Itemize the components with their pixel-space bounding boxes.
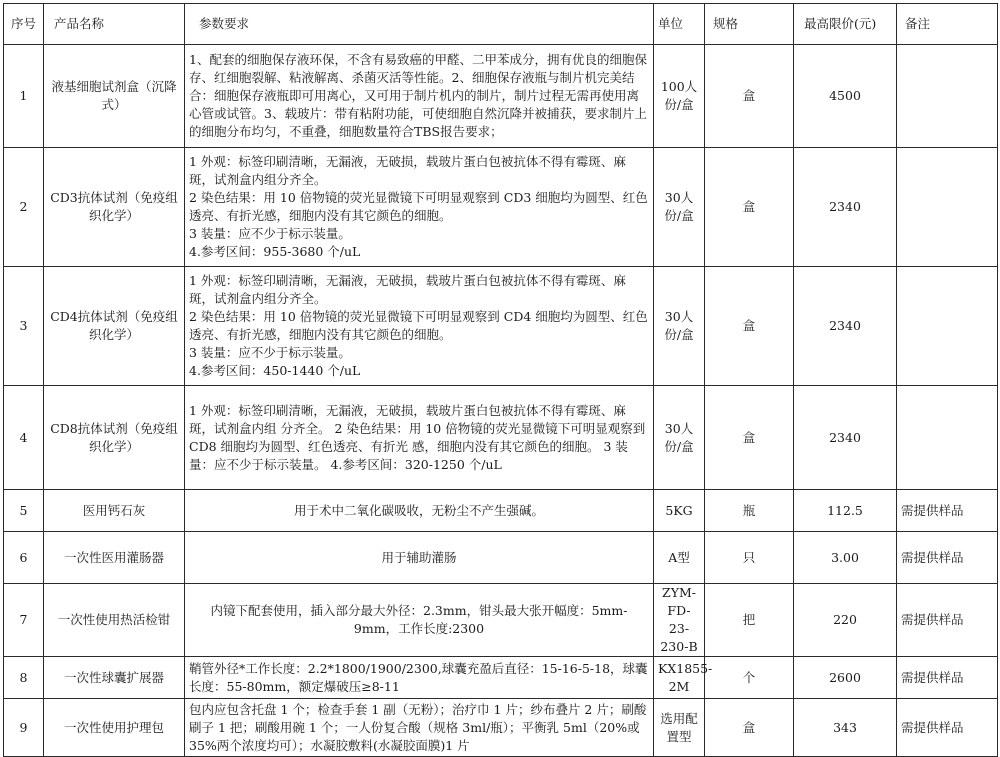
row-note: [897, 386, 998, 490]
row-spec: 盒: [705, 267, 794, 386]
row-price: 112.5: [794, 490, 897, 532]
param-line: 用于辅助灌肠: [381, 549, 457, 565]
row-spec: 个: [705, 657, 794, 699]
row-spec: 只: [705, 532, 794, 584]
header-name: 产品名称: [44, 4, 185, 45]
row-product-name: CD8抗体试剂（免疫组织化学）: [44, 386, 185, 490]
row-note: 需提供样品: [897, 699, 998, 757]
row-unit: 选用配置型: [654, 699, 705, 757]
row-params: [185, 45, 654, 148]
row-product-name: 一次性球囊扩展器: [44, 657, 185, 699]
row-price: 3.00: [794, 532, 897, 584]
header-row: [4, 4, 998, 45]
row-spec: 盒: [705, 45, 794, 148]
table-row: [4, 267, 998, 386]
row-unit: KX1855-2M: [654, 657, 705, 699]
header-spec: 规格: [705, 4, 794, 45]
row-seq: 4: [4, 386, 44, 490]
param-line: 4.参考区间：450-1440 个/uL: [189, 363, 361, 378]
row-params: [185, 267, 654, 386]
row-price: 220: [794, 584, 897, 657]
param-line: 3 装量：应不少于标示装量。: [189, 226, 351, 241]
product-table: [3, 3, 998, 757]
row-product-name: CD4抗体试剂（免疫组织化学）: [44, 267, 185, 386]
row-seq: 3: [4, 267, 44, 386]
row-seq: 9: [4, 699, 44, 757]
param-line: 用于术中二氧化碳吸收，无粉尘不产生强碱。: [293, 502, 544, 518]
row-price: 2600: [794, 657, 897, 699]
row-unit: 5KG: [654, 490, 705, 532]
table-row: [4, 657, 998, 699]
row-params: [185, 148, 654, 267]
row-unit: 30人份/盒: [654, 148, 705, 267]
param-line: 4.参考区间：955-3680 个/uL: [189, 244, 361, 259]
param-line: 1 外观：标签印刷清晰，无漏液，无破损，载玻片蛋白包被抗体不得有霉斑、麻斑，试剂盒内组 分齐全。 2 染色结果：用 10 倍物镜的荧光显微镜下可明显观察到 CD8 细胞均为圆型、红色透亮、有折光 感，细胞内没有其它颜色的细胞。 3 装量：应不少于标示装量。 4.参考区间：320-1250 个/uL: [189, 402, 646, 472]
param-line: 1 外观：标签印刷清晰，无漏液，无破损，载玻片蛋白包被抗体不得有霉斑、麻斑，试剂盒内组分齐全。: [189, 154, 626, 187]
row-note: [897, 267, 998, 386]
row-product-name: 一次性使用热活检钳: [44, 584, 185, 657]
header-params: 参数要求: [185, 4, 654, 45]
param-line: 包内应包含托盘 1 个；检查手套 1 副（无粉）；治疗巾 1 片；纱布叠片 2 片；刷酸刷子 1 把；刷酸用碗 1 个；一人份复合酸（规格 3ml/瓶）；平衡乳 5ml（20%或 35%两个浓度均可）；水凝胶敷料(水凝胶面膜)1 片: [189, 701, 647, 753]
row-params: [185, 532, 654, 584]
table-row: [4, 490, 998, 532]
table-row: [4, 386, 998, 490]
param-line: 内镜下配套使用，插入部分最大外径：2.3mm，钳头最大张开幅度：5mm-9mm，工作长度:2300: [210, 603, 628, 636]
row-price: 2340: [794, 386, 897, 490]
row-unit: 100人份/盒: [654, 45, 705, 148]
row-note: [897, 148, 998, 267]
row-unit: 30人份/盒: [654, 267, 705, 386]
param-line: 2 染色结果：用 10 倍物镜的荧光显微镜下可明显观察到 CD4 细胞均为圆型、红色透亮、有折光感，细胞内没有其它颜色的细胞。: [189, 309, 648, 342]
row-seq: 5: [4, 490, 44, 532]
row-spec: 瓶: [705, 490, 794, 532]
param-line: 1、配套的细胞保存液环保，不含有易致癌的甲醛、二甲苯成分，拥有优良的细胞保存、红细胞裂解、粘液解离、杀菌灭活等性能。2、细胞保存液瓶与制片机完美结合：细胞保存液瓶即可用离心，又可用于制片机内的制片，制片过程无需再使用离心管或试管。3、载玻片：带有粘附功能，可使细胞自然沉降并被捕获，要求制片上的细胞分布均匀，不重叠，细胞数量符合TBS报告要求；: [189, 52, 647, 139]
row-params: [185, 657, 654, 699]
row-note: 需提供样品: [897, 532, 998, 584]
header-seq: 序号: [4, 4, 44, 45]
row-price: 343: [794, 699, 897, 757]
row-seq: 2: [4, 148, 44, 267]
row-spec: 把: [705, 584, 794, 657]
row-seq: 8: [4, 657, 44, 699]
row-spec: 盒: [705, 386, 794, 490]
header-note: 备注: [897, 4, 998, 45]
row-spec: 盒: [705, 148, 794, 267]
row-note: 需提供样品: [897, 490, 998, 532]
param-line: 鞘管外径*工作长度：2.2*1800/1900/2300,球囊充盈后直径：15-16-5-18，球囊长度：55-80mm，额定爆破压≥8-11: [189, 660, 648, 694]
row-params: [185, 490, 654, 532]
row-product-name: 医用钙石灰: [44, 490, 185, 532]
header-max-price: 最高限价(元): [794, 4, 897, 45]
table-row: [4, 148, 998, 267]
row-unit: 30人份/盒: [654, 386, 705, 490]
table-row: [4, 45, 998, 148]
row-unit: ZYM-FD-23-230-B: [654, 584, 705, 657]
table-row: [4, 699, 998, 757]
row-params: [185, 584, 654, 657]
row-product-name: 液基细胞试剂盒（沉降式）: [44, 45, 185, 148]
header-unit: 单位: [654, 4, 705, 45]
row-note: 需提供样品: [897, 657, 998, 699]
table-row: [4, 584, 998, 657]
table-row: [4, 532, 998, 584]
param-line: 3 装量：应不少于标示装量。: [189, 345, 351, 360]
row-price: 2340: [794, 148, 897, 267]
row-params: [185, 699, 654, 757]
row-product-name: 一次性医用灌肠器: [44, 532, 185, 584]
row-params: [185, 386, 654, 490]
row-price: 2340: [794, 267, 897, 386]
row-seq: 6: [4, 532, 44, 584]
row-seq: 7: [4, 584, 44, 657]
row-unit: A型: [654, 532, 705, 584]
param-line: 2 染色结果：用 10 倍物镜的荧光显微镜下可明显观察到 CD3 细胞均为圆型、红色透亮、有折光感，细胞内没有其它颜色的细胞。: [189, 190, 648, 223]
row-product-name: CD3抗体试剂（免疫组织化学）: [44, 148, 185, 267]
row-price: 4500: [794, 45, 897, 148]
row-spec: 盒: [705, 699, 794, 757]
row-seq: 1: [4, 45, 44, 148]
row-product-name: 一次性使用护理包: [44, 699, 185, 757]
row-note: 需提供样品: [897, 584, 998, 657]
row-note: [897, 45, 998, 148]
param-line: 1 外观：标签印刷清晰，无漏液，无破损，载玻片蛋白包被抗体不得有霉斑、麻斑，试剂盒内组分齐全。: [189, 273, 626, 306]
